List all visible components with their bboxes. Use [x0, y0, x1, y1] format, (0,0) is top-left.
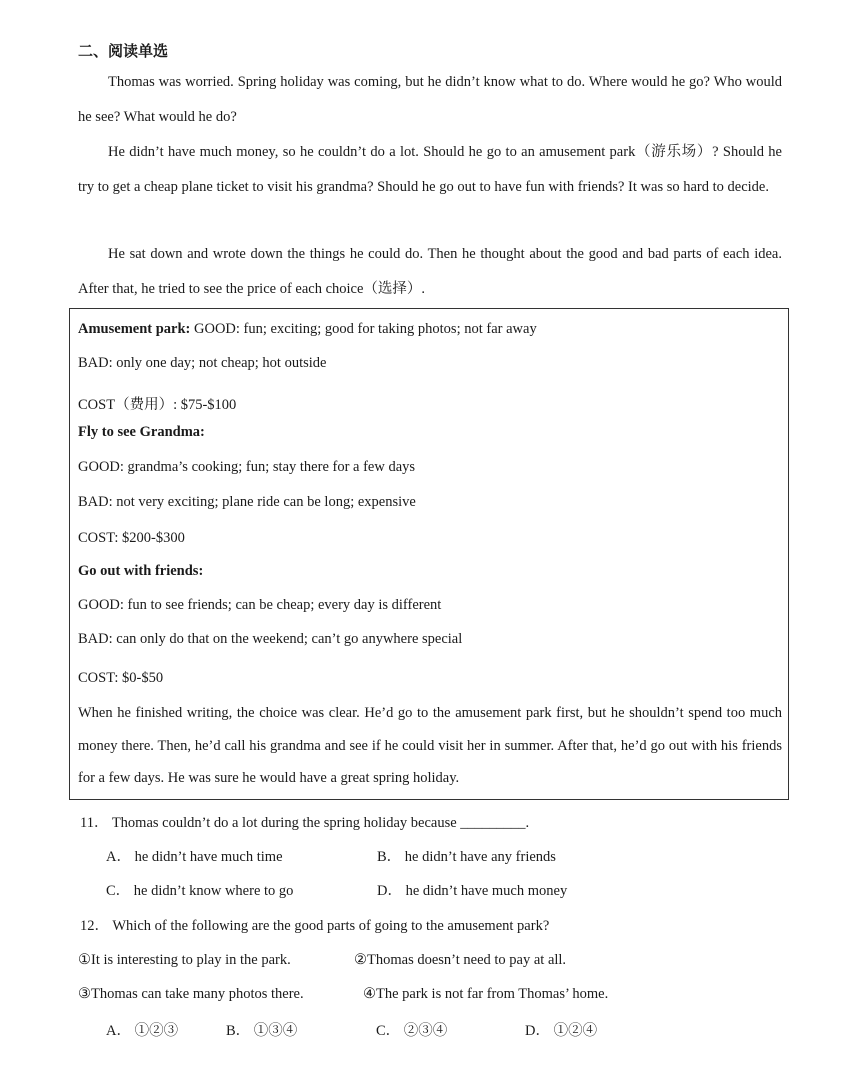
grandma-cost: COST: $200-$300 [78, 530, 185, 546]
q11-option-c[interactable]: C． he didn’t know where to go [106, 883, 294, 899]
q12-statement-4: ④The park is not far from Thomas’ home. [363, 986, 609, 1002]
amusement-cost: COST（费用）: $75-$100 [78, 397, 237, 413]
friends-bad: BAD: can only do that on the weekend; can’t go anywhere special [78, 631, 463, 647]
question-12-stem: 12． Which of the following are the good parts of going to the amusement park? [80, 918, 550, 934]
amusement-bad: BAD: only one day; not cheap; hot outside [78, 355, 327, 371]
q12-option-a[interactable]: A． ①②③ [106, 1023, 179, 1039]
closing-paragraph: When he finished writing, the choice was clear. He’d go to the amusement park first, but he shouldn’t spend too much money there. Then, he’d call his grandma and see if he could visit her in summer. After that, he’d go out with his friends for a few days. He was sure he would have a great spring holiday. [78, 705, 782, 786]
q12-statement-3: ③Thomas can take many photos there. [78, 986, 304, 1002]
passage-paragraph-3: He sat down and wrote down the things he could do. Then he thought about the good and bad parts of each idea. After that, he tried to see the price of each choice（选择）. [78, 246, 782, 297]
passage-paragraph-1: Thomas was worried. Spring holiday was coming, but he didn’t know what to do. Where would he go? Who would he see? What would he do? [78, 74, 782, 125]
q12-option-b[interactable]: B． ①③④ [226, 1023, 298, 1039]
amusement-label: Amusement park: [78, 321, 191, 337]
q12-statement-2: ②Thomas doesn’t need to pay at all. [354, 952, 567, 968]
grandma-good: GOOD: grandma’s cooking; fun; stay there for a few days [78, 459, 416, 475]
friends-label: Go out with friends: [78, 563, 204, 579]
q12-option-c[interactable]: C． ②③④ [376, 1023, 448, 1039]
friends-cost: COST: $0-$50 [78, 670, 164, 686]
q11-option-a[interactable]: A． he didn’t have much time [106, 849, 283, 865]
friends-good: GOOD: fun to see friends; can be cheap; every day is different [78, 597, 442, 613]
question-11-stem: 11． Thomas couldn’t do a lot during the spring holiday because _________. [80, 815, 530, 831]
passage-paragraph-2: He didn’t have much money, so he couldn’t do a lot. Should he go to an amusement park（游乐场）? Should he try to get a cheap plane ticket to visit his grandma? Should he go out to have fun with friends? It was so hard to decide. [78, 144, 782, 195]
q12-option-d[interactable]: D． ①②④ [525, 1023, 598, 1039]
q11-option-b[interactable]: B． he didn’t have any friends [377, 849, 556, 865]
q12-statement-1: ①It is interesting to play in the park. [78, 952, 291, 968]
amusement-good-line [78, 321, 537, 338]
amusement-good: GOOD: fun; exciting; good for taking photos; not far away [190, 321, 537, 337]
section-title: 二、阅读单选 [78, 42, 169, 60]
grandma-bad: BAD: not very exciting; plane ride can be long; expensive [78, 494, 416, 510]
grandma-label: Fly to see Grandma: [78, 424, 205, 440]
q11-option-d[interactable]: D． he didn’t have much money [377, 883, 568, 899]
